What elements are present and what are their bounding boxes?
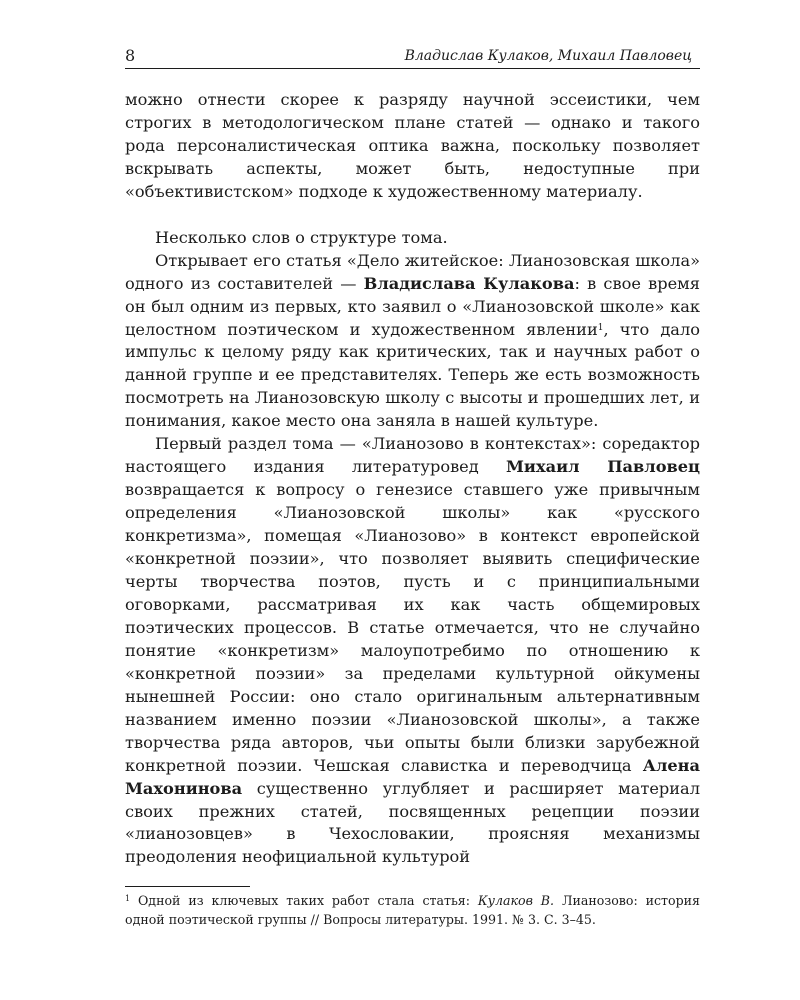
paragraph-text: Первый раздел тома — «Лианозово в контекстах»: соредактор настоящего издания литературовед [125,434,700,477]
section-gap [125,204,700,227]
footnote-text: Одной из ключевых таких работ стала статья: [130,893,478,908]
paragraph-text: Открывает его статья «Дело житейское: Лианозовская школа» одного из составителей — [125,250,700,293]
page-number: 8 [125,46,136,65]
running-title: Владислав Кулаков, Михаил Павловец [404,48,692,64]
author-name-pavlovets: Михаил Павловец [506,457,701,477]
body-text [125,89,700,869]
paragraph-text: : в свое время он был одним из первых, кто заявил о «Лианозовской школе» как целостном поэтическом и художественном явлении [125,273,700,339]
running-header [125,44,700,69]
paragraph-text: существенно углубляет и расширяет материал своих прежних статей, посвященных рецепции поэзии «лианозовцев» в Чехословакии, проясняя механизмы преодоления неофициальной культурой [125,778,700,867]
book-page [125,44,700,869]
paragraph-continuation: можно отнести скорее к разряду научной эссеистики, чем строгих в методологическом плане статей — однако и такого рода персоналистическая оптика важна, поскольку позволяет вскрывать аспекты, может быть, недоступные при «объективистском» подходе к художественному материалу. [125,90,700,201]
paragraph-structure-intro: Несколько слов о структуре тома. [155,227,448,247]
footnote-author: Кулаков В. [477,893,555,908]
paragraph-text: возвращается к вопросу о генезисе ставшего уже привычным определения «Лианозовской школы» как «русского конкретизма», помещая «Лианозово» в контекст европейской «конкретной поэзии», что позволяет выявить специфические черты творчества поэтов, пусть и с принципиальными оговорками, рассматривая их как часть общемировых поэтических процессов. В статье отмечается, что не случайно понятие «конкретизм» малоупотребимо по отношению к «конкретной поэзии» за пределами культурной ойкумены нынешней России: оно стало оригинальным альтернативным названием именно поэзии «Лианозовской школы», а также творчества ряда авторов, чьи опыты были близки зарубежной конкретной поэзии. Чешская славистка и переводчица [125,480,700,775]
paragraph-first-section [125,433,700,869]
footnote-number: 1 [125,894,131,903]
footnote-reference[interactable]: 1 [597,322,604,333]
paragraph-kulakov [125,250,700,434]
paragraph-text: , что дало импульс к целому ряду как критических, так и научных работ о данной группе и ее представителях. Теперь же есть возможность посмотреть на Лианозовскую школу с высоты и прошедших лет, и понимания, какое место она заняла в нашей культуре. [125,319,700,431]
footnote-text: Лианозово: история одной поэтической группы // Вопросы литературы. 1991. № 3. С. 3–45. [125,893,700,927]
author-name-kulakov: Владислава Кулакова [363,273,575,293]
footnote-divider [125,886,250,887]
footnote [125,891,700,929]
author-name-makhoninova: Алена Махонинова [125,755,700,798]
